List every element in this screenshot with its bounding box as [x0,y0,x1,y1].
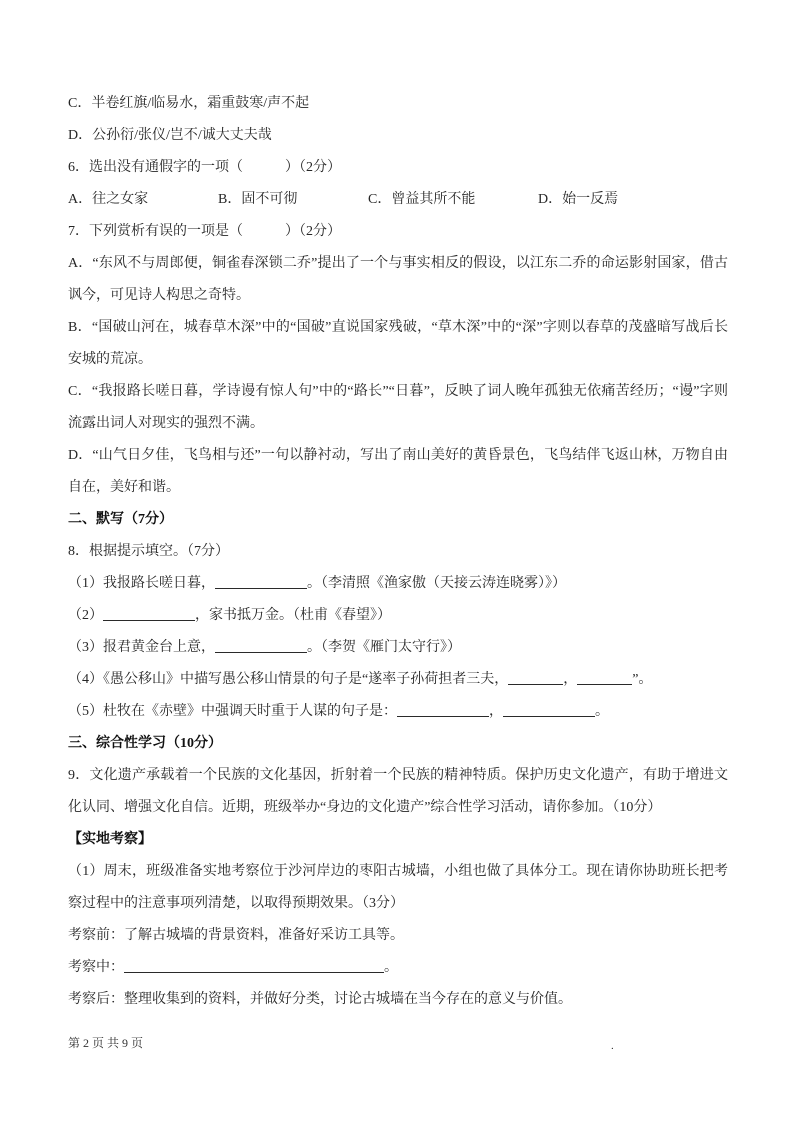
question-6-option-d: D．始一反焉 [538,192,619,207]
survey-during-post: 。 [384,960,398,975]
answer-blank [215,575,307,589]
question-6-option-c: C．曾益其所不能 [368,192,476,207]
answer-blank [577,671,632,685]
item-1-text-pre: （1）我报路长嗟日暮， [68,576,215,591]
answer-blank [503,703,595,717]
survey-after-line: 考察后：整理收集到的资料，并做好分类，讨论古城墙在当今存在的意义与价值。 [68,992,572,1007]
answer-blank [215,639,307,653]
item-2-text-post: ，家书抵万金。（杜甫《春望》） [195,608,391,623]
item-3-text-post: 。（李贺《雁门太守行》） [307,640,461,655]
answer-blank [124,959,384,973]
question-6-option-a: A．往之女家 [68,192,149,207]
item-5-text-post: 。 [595,704,609,719]
question-7-option-c: C．“我报路长嗟日暮，学诗谩有惊人句”中的“路长”“日暮”，反映了词人晚年孤独无依痛苦经历；“谩”字则流露出词人对现实的强烈不满。 [68,384,728,431]
field-trip-heading: 【实地考察】 [68,832,152,847]
question-6-option-b: B．固不可彻 [218,192,298,207]
item-3-text-pre: （3）报君黄金台上意， [68,640,215,655]
item-4-text-post: ”。 [632,672,653,687]
item-2-text-pre: （2） [68,608,103,623]
item-5-text-pre: （5）杜牧在《赤壁》中强调天时重于人谋的句子是： [68,704,397,719]
survey-before-line: 考察前：了解古城墙的背景资料，准备好采访工具等。 [68,928,404,943]
section-3-heading: 三、综合性学习（10分） [68,736,222,751]
item-4-text-pre: （4）《愚公移山》中描写愚公移山情景的句子是“遂率子孙荷担者三夫， [68,672,509,687]
answer-blank [508,671,563,685]
item-1-text-post: 。（李清照《渔家傲（天接云涛连晓雾）》） [307,576,566,591]
question-7-stem: 7．下列赏析有误的一项是（ ）（2分） [68,224,341,239]
section-2-heading: 二、默写（7分） [68,512,173,527]
answer-blank [103,607,195,621]
question-6-options [68,184,728,216]
question-8-item-5 [68,696,728,728]
stray-mark: . [611,1040,614,1052]
question-5-option-d: D．公孙衍/张仪/岂不/诚大丈夫哉 [68,128,272,143]
survey-during-label: 考察中： [68,960,124,975]
page-number: 第 2 页 共 9 页 [68,1036,144,1050]
answer-blank [397,703,489,717]
question-7-option-b: B．“国破山河在，城春草木深”中的“国破”直说国家残破，“草木深”中的“深”字则以春草的茂盛暗写战后长安城的荒凉。 [68,320,728,367]
question-5-option-c: C．半卷红旗/临易水，霜重鼓寒/声不起 [68,96,310,111]
question-6-stem: 6．选出没有通假字的一项（ ）（2分） [68,160,341,175]
question-8-item-3 [68,632,728,664]
exam-content [68,88,728,1016]
item-5-text-mid: ， [489,704,503,719]
question-8-item-2 [68,600,728,632]
question-7-option-d: D．“山气日夕佳，飞鸟相与还”一句以静衬动，写出了南山美好的黄昏景色，飞鸟结伴飞返山林，万物自由自在，美好和谐。 [68,448,728,495]
question-8-item-4 [68,664,728,696]
question-9-stem: 9．文化遗产承载着一个民族的文化基因，折射着一个民族的精神特质。保护历史文化遗产，有助于增进文化认同、增强文化自信。近期，班级举办“身边的文化遗产”综合性学习活动，请你参加。（10分） [68,768,728,815]
question-9-task-1: （1）周末，班级准备实地考察位于沙河岸边的枣阳古城墙，小组也做了具体分工。现在请你协助班长把考察过程中的注意事项列清楚，以取得预期效果。（3分） [68,864,728,911]
question-8-item-1 [68,568,728,600]
survey-during-line [68,952,728,984]
question-8-stem: 8．根据提示填空。（7分） [68,544,229,559]
item-4-text-mid: ， [563,672,578,687]
question-7-option-a: A．“东风不与周郎便，铜雀春深锁二乔”提出了一个与事实相反的假设，以江东二乔的命运影射国家，借古讽今，可见诗人构思之奇特。 [68,256,728,303]
